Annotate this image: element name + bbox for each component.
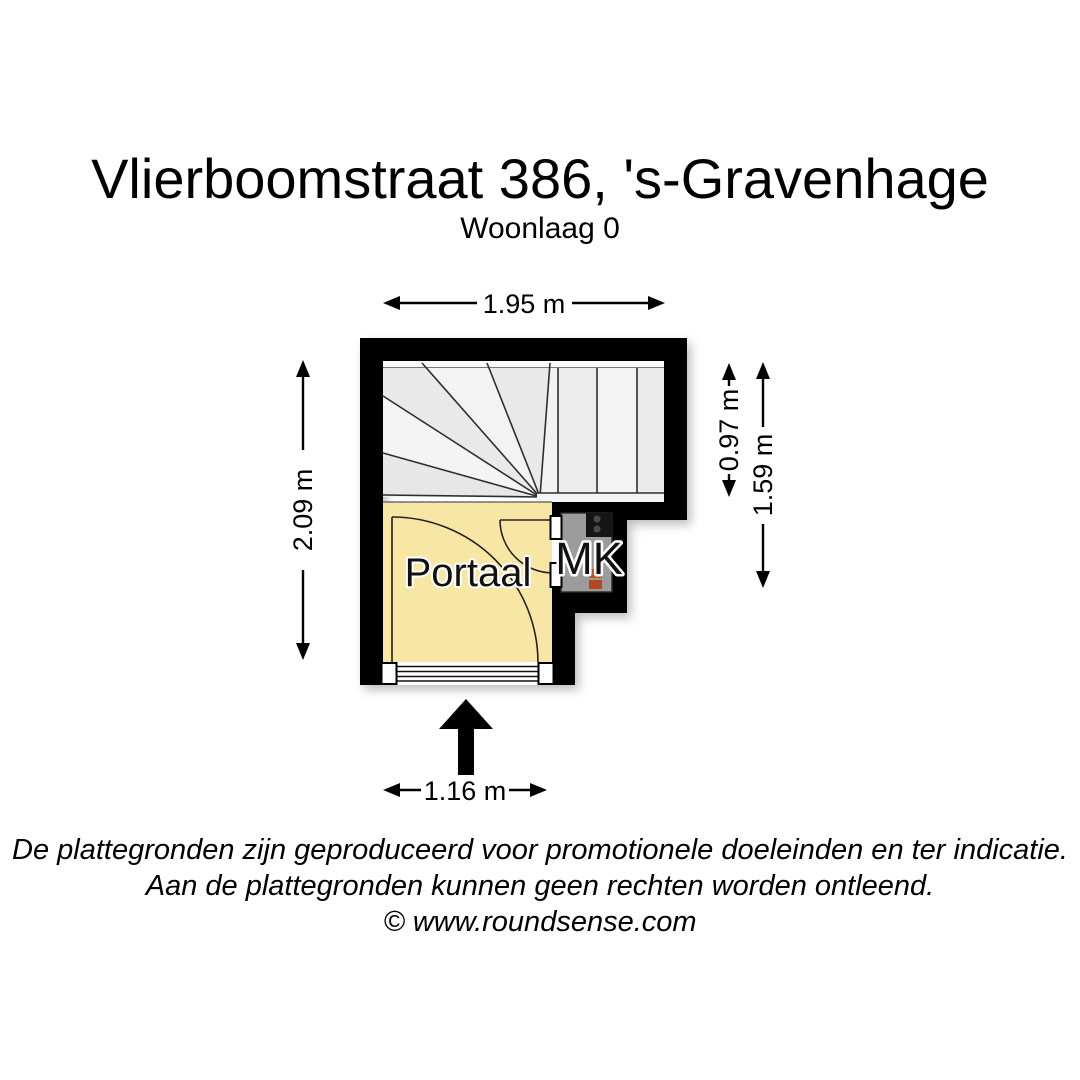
wall-right-upper bbox=[664, 338, 687, 520]
stair-straight-tread bbox=[637, 361, 664, 493]
entrance-threshold bbox=[382, 662, 554, 685]
arrowhead-up bbox=[722, 363, 736, 380]
arrowhead-up bbox=[296, 360, 310, 377]
dimension-top-label: 1.95 m bbox=[482, 289, 566, 319]
stair-straight-tread bbox=[597, 361, 637, 493]
entrance-direction-arrow bbox=[439, 699, 493, 775]
mk-meter-dial bbox=[594, 516, 601, 523]
arrowhead-down bbox=[756, 571, 770, 588]
arrowhead-down bbox=[722, 480, 736, 497]
floor-level-subtitle: Woonlaag 0 bbox=[460, 212, 620, 245]
entrance-door-jamb bbox=[382, 663, 397, 684]
mk-label: MK bbox=[555, 533, 623, 584]
disclaimer-line-1: De plattegronden zijn geproduceerd voor promotionele doeleinden en ter indicatie. bbox=[12, 834, 1068, 866]
mk-meter-dial bbox=[594, 526, 601, 533]
arrowhead-down bbox=[296, 643, 310, 660]
wall-portaal-right-lower bbox=[552, 613, 575, 665]
dimension-bottom-label: 1.16 m bbox=[423, 776, 507, 806]
arrowhead-left bbox=[383, 296, 400, 310]
page-title: Vlierboomstraat 386, 's-Gravenhage bbox=[91, 147, 989, 210]
arrowhead-right bbox=[530, 783, 547, 797]
arrowhead-right bbox=[648, 296, 665, 310]
dimension-right-inner-label: 0.97 m bbox=[714, 388, 744, 472]
dimension-left-label: 2.09 m bbox=[288, 468, 318, 552]
dimension-right-outer bbox=[748, 362, 778, 588]
portaal-label: Portaal bbox=[404, 551, 532, 595]
wall-left bbox=[360, 338, 383, 685]
entrance-door-jamb bbox=[539, 663, 554, 684]
dimension-right-inner bbox=[714, 363, 744, 497]
arrowhead-up bbox=[756, 362, 770, 379]
dimension-bottom bbox=[383, 776, 547, 806]
wall-mk-bottom bbox=[552, 592, 627, 613]
arrowhead-left bbox=[383, 783, 400, 797]
copyright-line: © www.roundsense.com bbox=[383, 906, 697, 938]
dimension-right-outer-label: 1.59 m bbox=[748, 433, 778, 517]
disclaimer bbox=[0, 832, 1080, 940]
staircase bbox=[383, 361, 664, 502]
disclaimer-line-2: Aan de plattegronden kunnen geen rechten worden ontleend. bbox=[145, 870, 935, 902]
dimension-top bbox=[383, 289, 665, 319]
wall-top bbox=[360, 338, 687, 361]
stair-straight-tread bbox=[558, 361, 597, 493]
dimension-left bbox=[288, 360, 318, 660]
stair-bottom-stringer bbox=[537, 493, 664, 502]
